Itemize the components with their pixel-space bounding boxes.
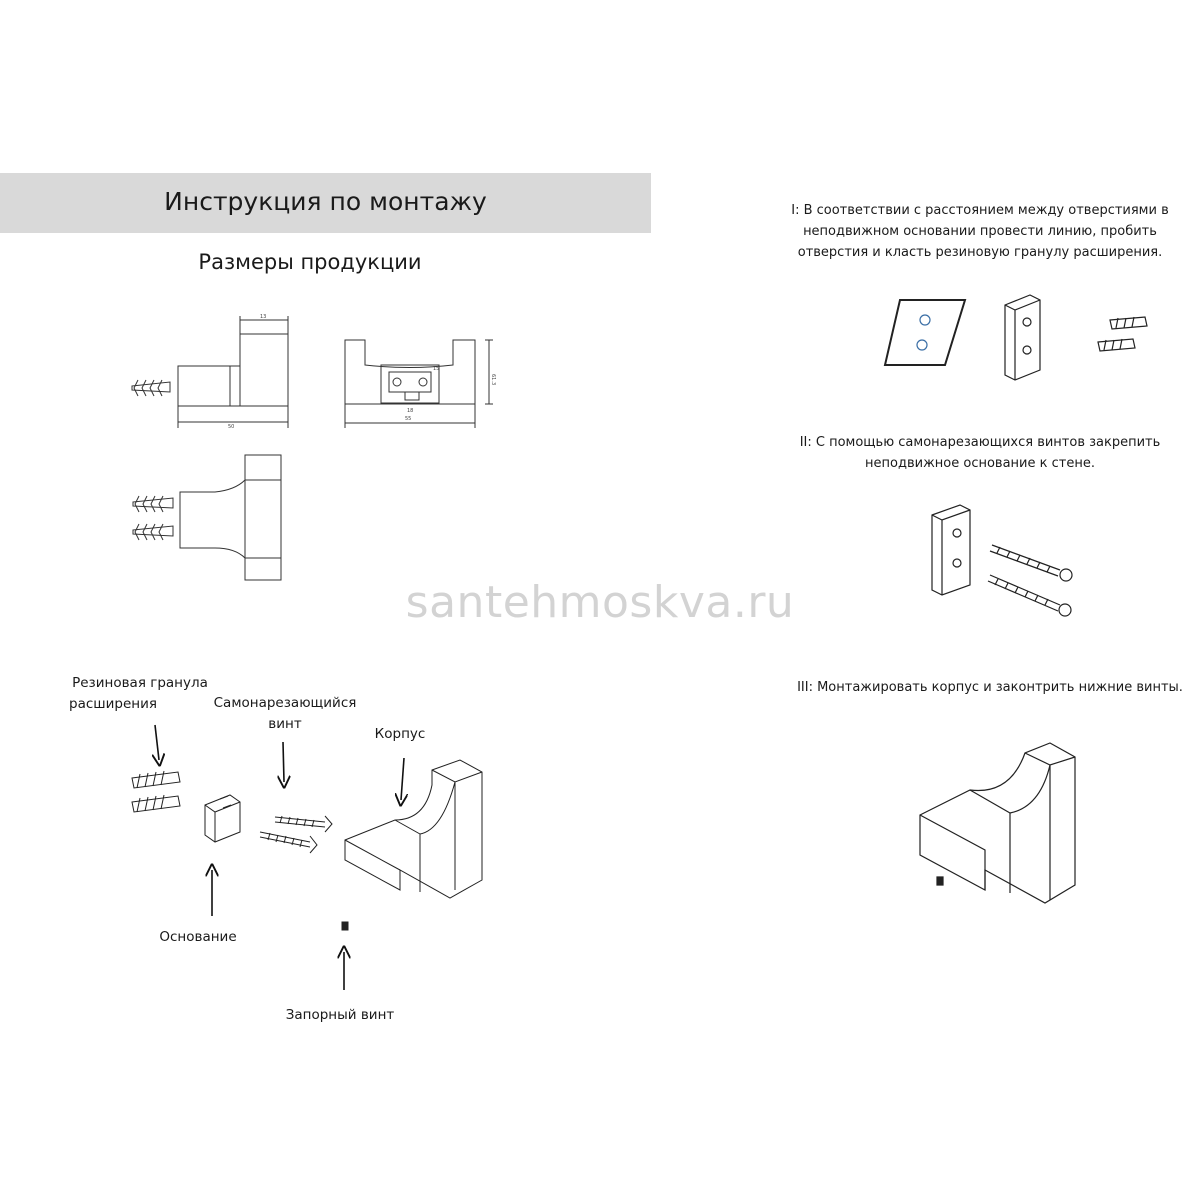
dim-label-side: 50	[228, 424, 235, 430]
step-1-line3: отверстия и класть резиновую гранулу расширения.	[797, 245, 1163, 260]
wall-marking	[885, 300, 965, 365]
exploded-assembly-drawing	[110, 720, 510, 1000]
step-2-text	[760, 432, 1200, 474]
step-2-line2: неподвижное основание к стене.	[865, 456, 1095, 471]
step-2-drawing	[920, 495, 1090, 625]
step-1-drawing	[880, 290, 1170, 385]
step-1-text	[760, 200, 1200, 263]
step-2-line1: II: С помощью самонарезающихся винтов закрепить	[799, 435, 1161, 450]
arrow-screw	[283, 742, 284, 782]
arrow-anchor	[155, 725, 159, 760]
step-3-text: III: Монтажировать корпус и законтрить нижние винты.	[797, 680, 1183, 695]
dimensions-title: Размеры продукции	[198, 250, 422, 274]
label-anchor-line2: расширения	[69, 696, 157, 712]
mount-view-drawing	[125, 450, 295, 585]
arrow-body	[401, 758, 404, 800]
label-screw-line1: Самонарезающийся	[213, 695, 357, 711]
dim-label-inner-width: 18	[407, 408, 414, 414]
label-lock-screw: Запорный винт	[285, 1007, 395, 1023]
screws-pair	[988, 545, 1072, 616]
label-screw-line2: винт	[268, 716, 302, 732]
lock-screw-mark	[937, 877, 943, 885]
page-title: Инструкция по монтажу	[164, 187, 487, 216]
dim-label-top: 13	[260, 314, 267, 320]
screw-part	[260, 816, 332, 853]
front-view-drawing	[335, 330, 500, 435]
body-part	[345, 760, 482, 898]
base-plate-2	[932, 505, 970, 595]
lock-screw-part	[342, 922, 348, 930]
base-part	[205, 795, 240, 842]
step-1-line1: I: В соответствии с расстоянием между отверстиями в	[791, 203, 1169, 218]
anchors-pair	[1098, 317, 1147, 351]
label-base: Основание	[159, 929, 237, 945]
label-anchor-line1: Резиновая гранула	[72, 675, 208, 691]
dim-label-front: 55	[405, 416, 412, 422]
base-plate	[1005, 295, 1040, 380]
dim-label-inner-height: 15	[433, 366, 440, 372]
dim-label-right-height: 61.3	[490, 374, 496, 386]
side-view-drawing	[120, 310, 300, 440]
watermark: santehmoskva.ru	[405, 577, 795, 628]
step-1-line2: неподвижном основании провести линию, пробить	[803, 224, 1157, 239]
anchor-part	[132, 771, 180, 812]
label-body: Корпус	[374, 726, 426, 742]
step-3-drawing	[910, 735, 1110, 915]
